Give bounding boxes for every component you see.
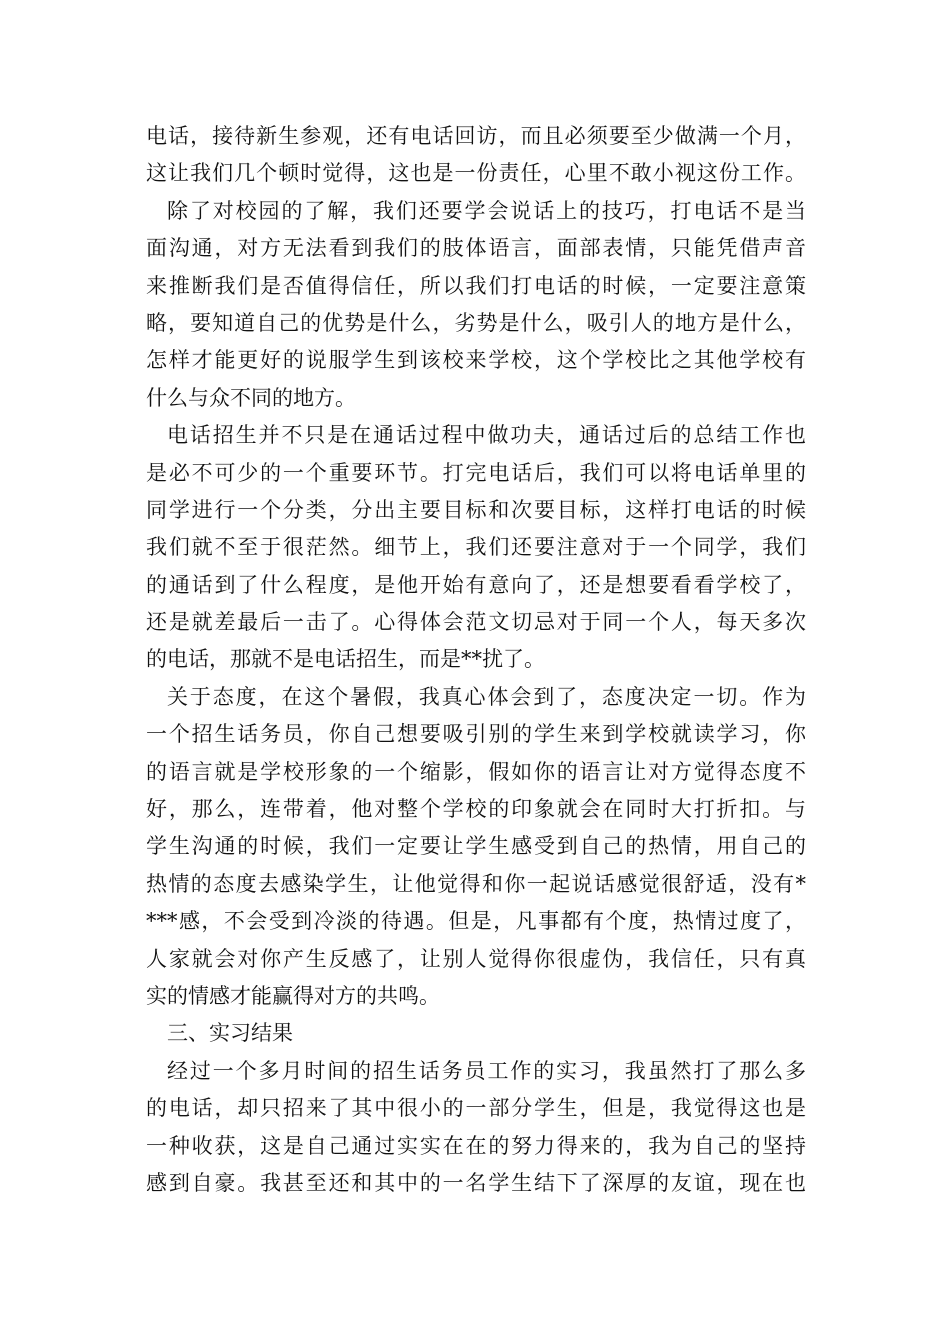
text-line: 略，要知道自己的优势是什么，劣势是什么，吸引人的地方是什么， — [146, 310, 806, 335]
text-line: 实的情感才能赢得对方的共鸣。 — [146, 983, 440, 1008]
text-line: 的通话到了什么程度，是他开始有意向了，还是想要看看学校了， — [146, 572, 806, 597]
text-line: 什么与众不同的地方。 — [146, 385, 356, 410]
text-line: 怎样才能更好的说服学生到该校来学校，这个学校比之其他学校有 — [146, 348, 806, 373]
text-line: 同学进行一个分类，分出主要目标和次要目标，这样打电话的时候 — [146, 497, 806, 522]
text-line: 经过一个多月时间的招生话务员工作的实习，我虽然打了那么多 — [167, 1058, 806, 1083]
text-line: 一种收获，这是自己通过实实在在的努力得来的，我为自己的坚持 — [146, 1133, 806, 1158]
text-line: 面沟通，对方无法看到我们的肢体语言，面部表情，只能凭借声音 — [146, 236, 806, 261]
text-line: 感到自豪。我甚至还和其中的一名学生结下了深厚的友谊，现在也 — [146, 1170, 806, 1195]
text-line: 学生沟通的时候，我们一定要让学生感受到自己的热情，用自己的 — [146, 834, 806, 859]
text-line: 人家就会对你产生反感了，让别人觉得你很虚伪，我信任，只有真 — [146, 946, 806, 971]
text-line: 一个招生话务员，你自己想要吸引别的学生来到学校就读学习，你 — [146, 722, 806, 747]
text-line: 来推断我们是否值得信任，所以我们打电话的时候，一定要注意策 — [146, 273, 806, 298]
text-line: 是必不可少的一个重要环节。打完电话后，我们可以将电话单里的 — [146, 460, 806, 485]
document-body-text — [146, 118, 806, 1202]
text-line: 的电话，那就不是电话招生，而是**扰了。 — [146, 647, 545, 672]
text-line: 这让我们几个顿时觉得，这也是一份责任，心里不敢小视这份工作。 — [146, 161, 806, 186]
text-line: 热情的态度去感染学生，让他觉得和你一起说话感觉很舒适，没有* — [146, 871, 806, 896]
text-line: 好，那么，连带着，他对整个学校的印象就会在同时大打折扣。与 — [146, 797, 806, 822]
text-line: 的电话，却只招来了其中很小的一部分学生，但是，我觉得这也是 — [146, 1096, 806, 1121]
text-line: 关于态度，在这个暑假，我真心体会到了，态度决定一切。作为 — [167, 684, 806, 709]
text-line: 除了对校园的了解，我们还要学会说话上的技巧，打电话不是当 — [167, 198, 806, 223]
text-line: 三、实习结果 — [167, 1021, 293, 1046]
text-line: 我们就不至于很茫然。细节上，我们还要注意对于一个同学，我们 — [146, 535, 806, 560]
text-line: 电话招生并不只是在通话过程中做功夫，通话过后的总结工作也 — [167, 423, 806, 448]
text-line: 电话，接待新生参观，还有电话回访，而且必须要至少做满一个月， — [146, 124, 806, 148]
text-line: 还是就差最后一击了。心得体会范文切忌对于同一个人，每天多次 — [146, 610, 806, 635]
text-line: 的语言就是学校形象的一个缩影，假如你的语言让对方觉得态度不 — [146, 759, 806, 784]
text-line: ***感，不会受到冷淡的待遇。但是，凡事都有个度，热情过度了， — [146, 909, 806, 934]
